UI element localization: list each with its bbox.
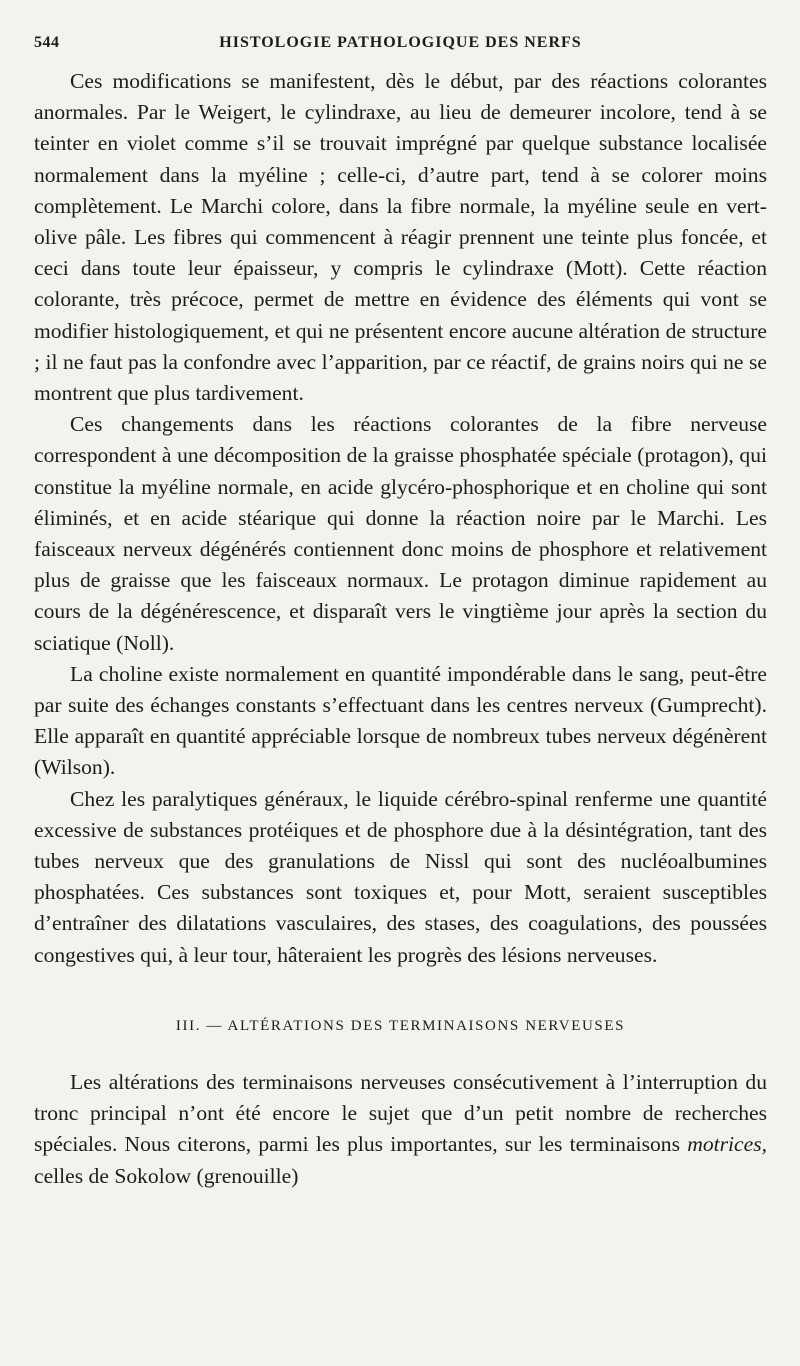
page-number: 544 <box>34 34 60 51</box>
paragraph-protagon-decomposition: Ces changements dans les réactions colorantes de la fibre nerveuse correspondent à une décomposition de la graisse phosphatée spéciale (protagon), qui constitue la myéline normale, en acide glycéro-phosphorique et en choline qui sont éliminés, et en acide stéarique qui donne la réaction noire par le Marchi. Les faisceaux nerveux dégénérés contiennent donc moins de phosphore et relativement plus de graisse que les faisceaux normaux. Le protagon diminue rapidement au cours de la dégénérescence, et disparaît vers le vingtième jour après la section du sciatique (Noll). <box>34 412 767 655</box>
paragraph-nerve-terminals <box>34 1067 767 1192</box>
paragraph-paralytics: Chez les paralytiques généraux, le liquide cérébro-spinal renferme une quantité excessive de substances protéiques et de phosphore due à la désintégration, tant des tubes nerveux que des granulations de Nissl qui sont des nucléoalbumines phosphatées. Ces substances sont toxiques et, pour Mott, seraient susceptibles d’entraîner des dilatations vasculaires, des stases, des coagulations, des poussées congestives qui, à leur tour, hâteraient les progrès des lésions nerveuses. <box>34 786 767 967</box>
page-content <box>34 30 767 1192</box>
paragraph-text-start: Les altérations des terminaisons nerveuses consécutivement à l’interruption du tronc principal n’ont été encore le sujet que d’un petit nombre de recherches spéciales. Nous citerons, parmi les plus importantes, sur les terminaisons <box>34 1069 767 1157</box>
running-head-title: HISTOLOGIE PATHOLOGIQUE DES NERFS <box>219 34 582 51</box>
paragraph-choline: La choline existe normalement en quantité impondérable dans le sang, peut-être par suite des échanges constants s’effectuant dans les centres nerveux (Gumprecht). Elle apparaît en quantité appréciable lorsque de nombreux tubes nerveux dégénèrent (Wilson). <box>34 661 767 780</box>
running-head <box>34 30 767 60</box>
paragraph-text-end: celles de Sokolow (grenouille) <box>34 1163 299 1188</box>
paragraph-staining-reactions: Ces modifications se manifestent, dès le début, par des réactions colorantes anormales. Par le Weigert, le cylindraxe, au lieu de demeurer incolore, tend à se teinter en violet comme s’il se trouvait imprégné par quelque substance localisée normalement dans la myéline ; celle-ci, d’autre part, tend à se colorer moins complètement. Le Marchi colore, dans la fibre normale, la myéline seule en vert-olive pâle. Les fibres qui commencent à réagir prennent une teinte plus foncée, et ceci dans toute leur épaisseur, y compris le cylindraxe (Mott). Cette réaction colorante, très précoce, permet de mettre en évidence des éléments qui vont se modifier histologiquement, et qui ne présentent encore aucune altération de structure ; il ne faut pas la confondre avec l’apparition, par ce réactif, de grains noirs qui ne se montrent que plus tardivement. <box>34 69 767 406</box>
italic-term: motrices, <box>687 1132 767 1157</box>
section-heading: III. — ALTÉRATIONS DES TERMINAISONS NERVEUSES <box>175 1017 626 1034</box>
